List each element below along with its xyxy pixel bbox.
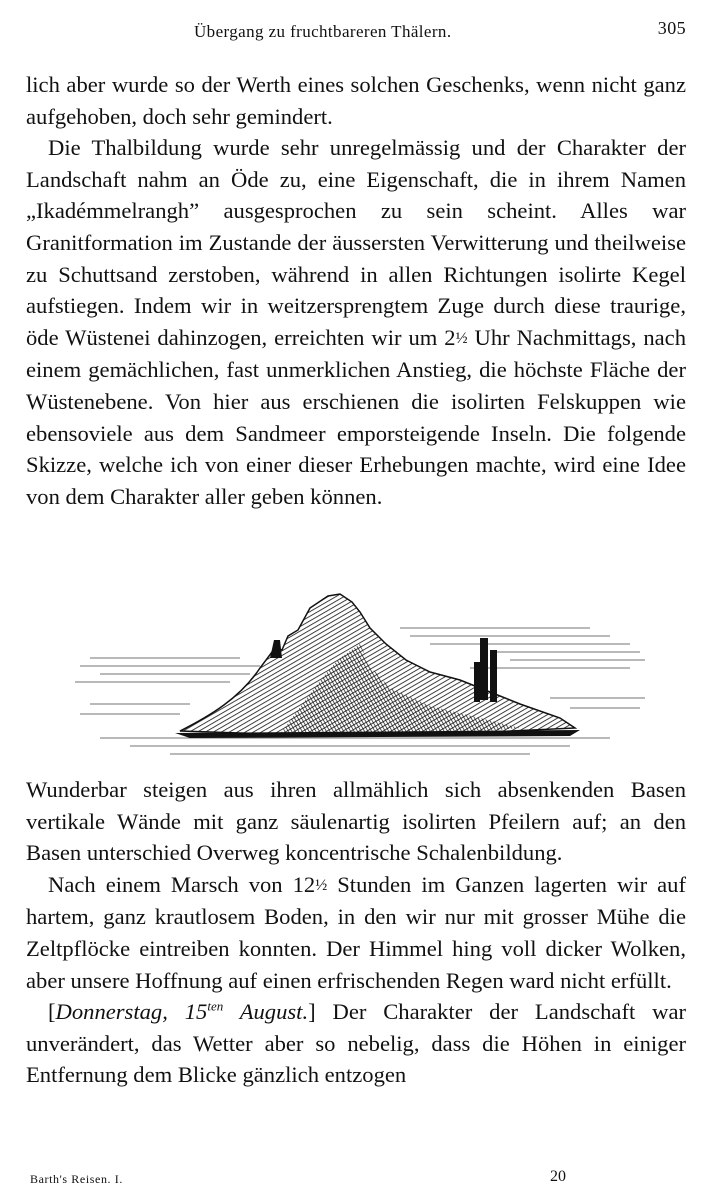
text-block-top (26, 69, 686, 512)
date-day: Donnerstag, 15 (55, 999, 208, 1025)
rock-pillars (474, 638, 497, 702)
bracket-open: [ (48, 999, 56, 1025)
paragraph-5 (26, 996, 686, 1091)
signature-number: 20 (550, 1168, 566, 1185)
rock-island-engraving (70, 588, 650, 768)
page-footer (30, 1168, 590, 1190)
paragraph-5-text: Der Charakter der Landschaft war unverändert, das Wetter aber so nebelig, dass die Höhen in einiger Entfernung dem Blicke gänzlich entzogen (26, 999, 686, 1088)
paragraph-2-text-b: Uhr Nachmittags, nach einem gemächlichen, fast unmerklichen Anstieg, die höchste Fläche der Wüstenebene. Von hier aus erschienen die isolirten Felskuppen wie ebensoviele aus dem Sandmeer emporsteigende Inseln. Die folgende Skizze, welche ich von einer dieser Erhebungen machte, wird eine Idee von dem Charakter aller geben können. (26, 324, 687, 509)
running-title: Übergang zu fruchtbareren Thälern. (194, 22, 452, 41)
fraction-half: ½ (315, 876, 328, 894)
printer-signature: Barth's Reisen. I. (30, 1172, 123, 1186)
page-number: 305 (657, 18, 686, 38)
date-suffix: ten (207, 998, 224, 1014)
date-month: August. (223, 999, 309, 1025)
paragraph-4-text-a: Nach einem Marsch von 12 (48, 871, 316, 897)
paragraph-4 (26, 869, 686, 996)
paragraph-1: lich aber wurde so der Werth eines solchen Geschenks, wenn nicht ganz aufgehoben, doch sehr gemindert. (26, 72, 686, 129)
rock-spire-left (270, 640, 282, 658)
page-header (26, 18, 686, 48)
paragraph-3: Wunderbar steigen aus ihren allmählich sich absenkenden Basen vertikale Wände mit ganz säulenartig isolirten Pfeilern auf; an den Basen unterschied Overweg koncentrische Schalenbildung. (26, 777, 686, 866)
fraction-half: ½ (455, 329, 468, 347)
text-block-bottom (26, 774, 686, 1091)
paragraph-4-text-b: Stunden im Ganzen lagerten wir auf hartem, ganz krautlosem Boden, in den wir nur mit grosser Mühe die Zeltpflöcke eintreiben konnten. Der Himmel hing voll dicker Wolken, aber unsere Hoffnung auf einen erfrischenden Regen ward nicht erfüllt. (26, 871, 686, 993)
paragraph-2 (26, 132, 686, 512)
paragraph-2-text-a: Die Thalbildung wurde sehr unregelmässig und der Charakter der Landschaft nahm an Öde zu, eine Eigenschaft, die in ihrem Namen „Ikadémmelrangh” ausgesprochen zu sein scheint. Alles war Granitformation im Zustande der äussersten Verwitterung und theilweise zu Schuttsand zerstoben, während in allen Richtungen isolirte Kegel aufstiegen. Indem wir in weitzersprengtem Zuge durch diese traurige, öde Wüstenei dahinzogen, erreichten wir um 2 (26, 135, 686, 350)
bracket-close: ] (308, 999, 316, 1025)
